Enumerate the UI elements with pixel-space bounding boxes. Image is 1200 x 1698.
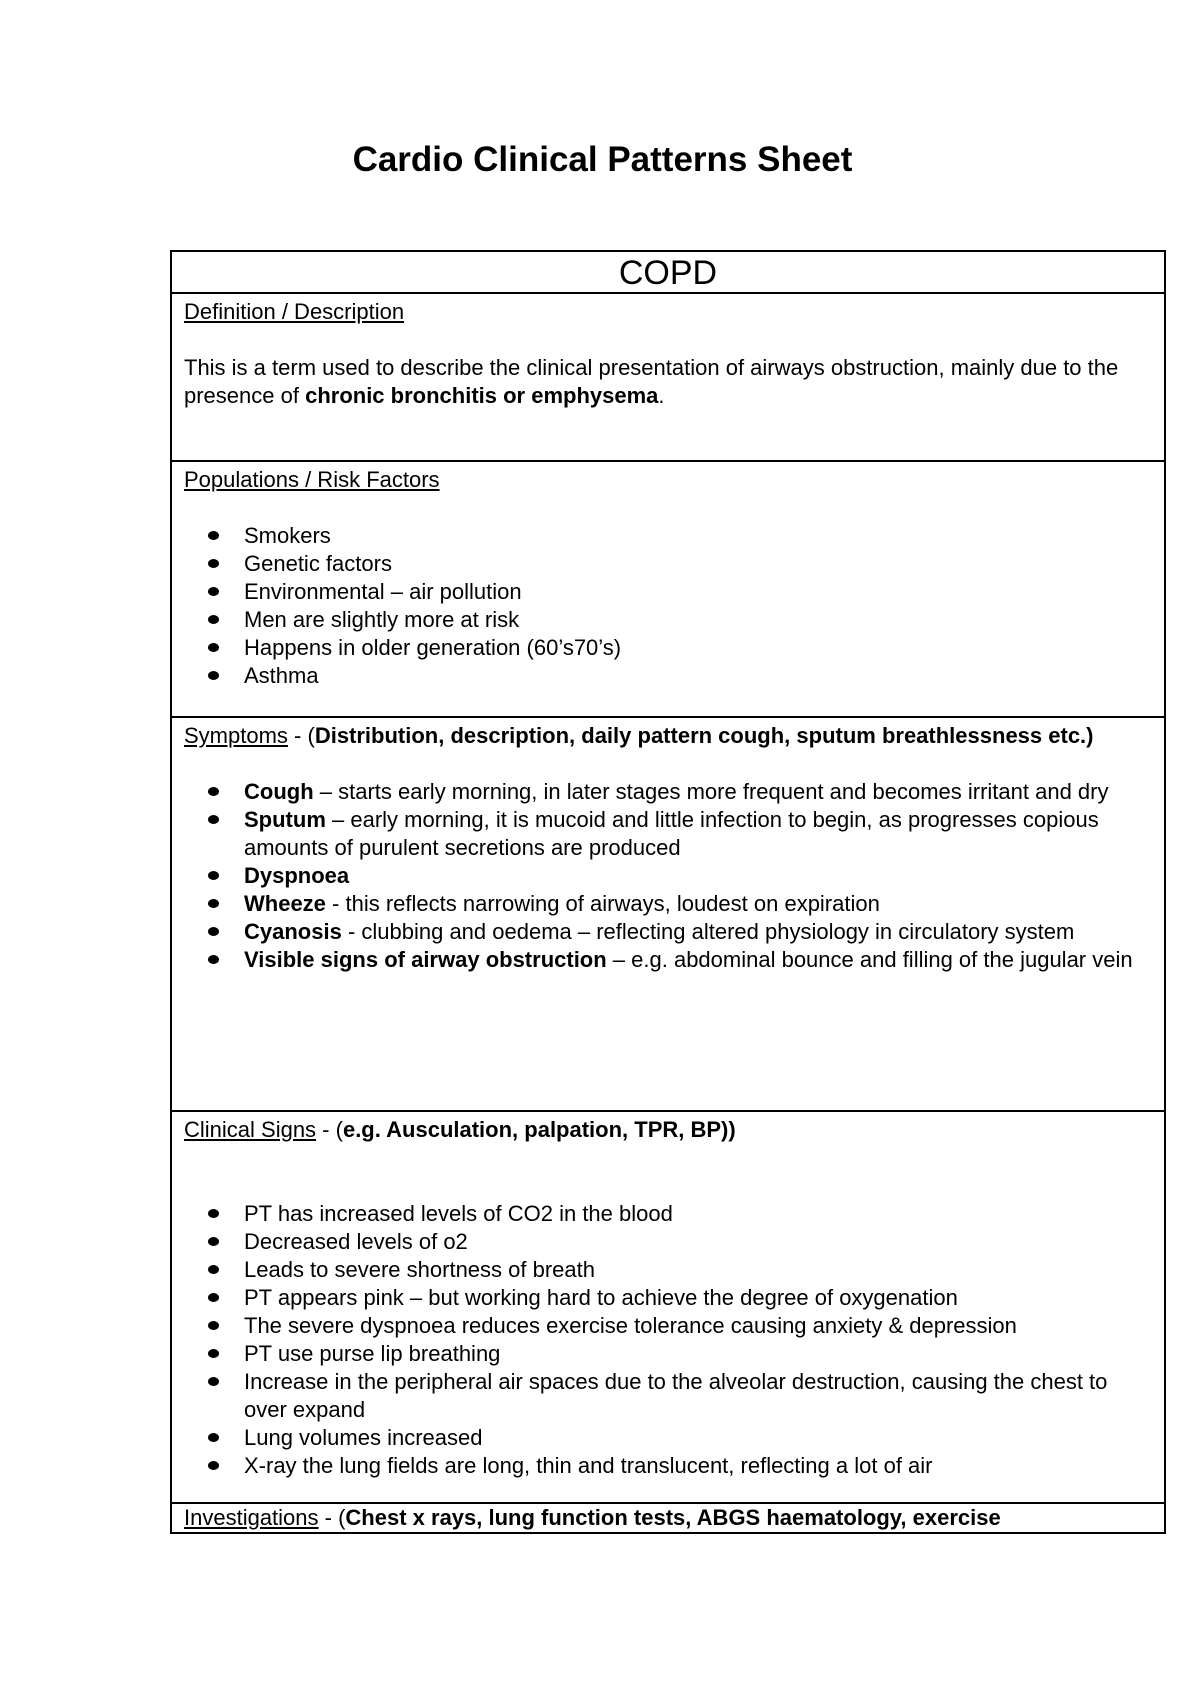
bullet-icon: [208, 899, 219, 908]
bullet-icon: [208, 1209, 219, 1218]
bullet-icon: [208, 927, 219, 936]
list-item: [244, 1340, 1152, 1368]
list-item: [244, 1200, 1152, 1228]
list-item-text: Smokers: [244, 523, 331, 548]
investigations-header: [184, 1504, 1152, 1532]
list-item-text: Leads to severe shortness of breath: [244, 1257, 595, 1282]
bullet-icon: [208, 1377, 219, 1386]
risk-row: [171, 461, 1165, 717]
bullet-icon: [208, 1349, 219, 1358]
bullet-icon: [208, 955, 219, 964]
signs-row: [171, 1111, 1165, 1503]
list-item: [244, 946, 1152, 974]
bullet-icon: [208, 815, 219, 824]
definition-text-start: This is a term used to describe the clinical presentation of airways obstruction, mainly due to the presence of: [184, 355, 1119, 408]
symptoms-header: [184, 722, 1152, 750]
symptom-text: – starts early morning, in later stages more frequent and becomes irritant and dry: [313, 779, 1109, 804]
list-item-text: PT appears pink – but working hard to achieve the degree of oxygenation: [244, 1285, 958, 1310]
symptom-term: Sputum: [244, 807, 326, 832]
symptom-text: – e.g. abdominal bounce and filling of the jugular vein: [606, 947, 1133, 972]
definition-text-bold: chronic bronchitis or emphysema: [305, 383, 659, 408]
risk-cell: [171, 461, 1165, 717]
bullet-icon: [208, 871, 219, 880]
condition-row: [171, 251, 1165, 293]
list-item: [244, 778, 1152, 806]
signs-label: Clinical Signs: [184, 1117, 317, 1142]
bullet-icon: [208, 1265, 219, 1274]
list-item-text: PT has increased levels of CO2 in the blood: [244, 1201, 673, 1226]
bullet-icon: [208, 643, 219, 652]
symptom-term: Cough: [244, 779, 314, 804]
bullet-icon: [208, 1293, 219, 1302]
symptoms-cell: [171, 717, 1165, 1111]
bullet-icon: [208, 1433, 219, 1442]
patterns-table: [170, 250, 1166, 1534]
investigations-hint: Chest x rays, lung function tests, ABGS haematology, exercise: [345, 1505, 1001, 1530]
symptom-term: Dyspnoea: [244, 863, 350, 888]
bullet-icon: [208, 1321, 219, 1330]
bullet-icon: [208, 787, 219, 796]
list-item-text: Men are slightly more at risk: [244, 607, 520, 632]
list-item-text: The severe dyspnoea reduces exercise tolerance causing anxiety & depression: [244, 1313, 1017, 1338]
signs-hint: e.g. Ausculation, palpation, TPR, BP)): [342, 1117, 736, 1142]
definition-text: [184, 354, 1152, 410]
symptom-text: - this reflects narrowing of airways, loudest on expiration: [325, 891, 880, 916]
list-item-text: PT use purse lip breathing: [244, 1341, 501, 1366]
symptom-term: Wheeze: [244, 891, 326, 916]
bullet-icon: [208, 531, 219, 540]
list-item: [244, 1452, 1152, 1480]
symptom-text: - clubbing and oedema – reflecting altered physiology in circulatory system: [341, 919, 1075, 944]
definition-cell: [171, 293, 1165, 461]
list-item-text: Happens in older generation (60’s70’s): [244, 635, 622, 660]
list-item: [244, 1312, 1152, 1340]
risk-list: [184, 522, 1152, 690]
condition-name: COPD: [618, 254, 718, 292]
list-item-text: Genetic factors: [244, 551, 392, 576]
list-item-text: Environmental – air pollution: [244, 579, 522, 604]
list-item-text: Decreased levels of o2: [244, 1229, 468, 1254]
signs-cell: [171, 1111, 1165, 1503]
list-item: [244, 862, 1152, 890]
list-item-text: Increase in the peripheral air spaces due to the alveolar destruction, causing the chest to over expand: [244, 1369, 1108, 1422]
list-item: [244, 662, 1152, 690]
signs-sep: - (: [316, 1117, 343, 1142]
symptoms-list: [184, 778, 1152, 974]
list-item: [244, 890, 1152, 918]
symptom-term: Visible signs of airway obstruction: [244, 947, 607, 972]
bullet-icon: [208, 1461, 219, 1470]
symptoms-row: [171, 717, 1165, 1111]
investigations-cell: [171, 1503, 1165, 1533]
list-item: [244, 1368, 1152, 1424]
list-item-text: X-ray the lung fields are long, thin and translucent, reflecting a lot of air: [244, 1453, 933, 1478]
symptoms-hint: Distribution, description, daily pattern cough, sputum breathlessness etc.): [314, 723, 1094, 748]
risk-label: Populations / Risk Factors: [184, 467, 440, 492]
signs-header: [184, 1116, 1152, 1144]
investigations-sep: - (: [318, 1505, 346, 1530]
bullet-icon: [208, 559, 219, 568]
list-item: [244, 918, 1152, 946]
condition-heading: [171, 251, 1165, 293]
symptoms-sep: - (: [287, 723, 315, 748]
list-item: [244, 634, 1152, 662]
page-title: Cardio Clinical Patterns Sheet: [352, 140, 853, 179]
definition-text-end: .: [658, 383, 665, 408]
list-item: [244, 1284, 1152, 1312]
symptom-text: – early morning, it is mucoid and little infection to begin, as progresses copious amounts of purulent secretions are produced: [244, 807, 1099, 860]
investigations-label: Investigations: [184, 1505, 319, 1530]
investigations-row: [171, 1503, 1165, 1533]
list-item: [244, 1256, 1152, 1284]
list-item: [244, 578, 1152, 606]
bullet-icon: [208, 671, 219, 680]
signs-list: [184, 1200, 1152, 1480]
symptom-term: Cyanosis: [244, 919, 342, 944]
list-item: [244, 522, 1152, 550]
list-item: [244, 1424, 1152, 1452]
bullet-icon: [208, 615, 219, 624]
symptoms-label: Symptoms: [184, 723, 288, 748]
bullet-icon: [208, 587, 219, 596]
list-item: [244, 606, 1152, 634]
list-item-text: Asthma: [244, 663, 319, 688]
list-item-text: Lung volumes increased: [244, 1425, 483, 1450]
list-item: [244, 550, 1152, 578]
list-item: [244, 806, 1152, 862]
definition-label: Definition / Description: [184, 299, 405, 324]
list-item: [244, 1228, 1152, 1256]
bullet-icon: [208, 1237, 219, 1246]
definition-row: [171, 293, 1165, 461]
